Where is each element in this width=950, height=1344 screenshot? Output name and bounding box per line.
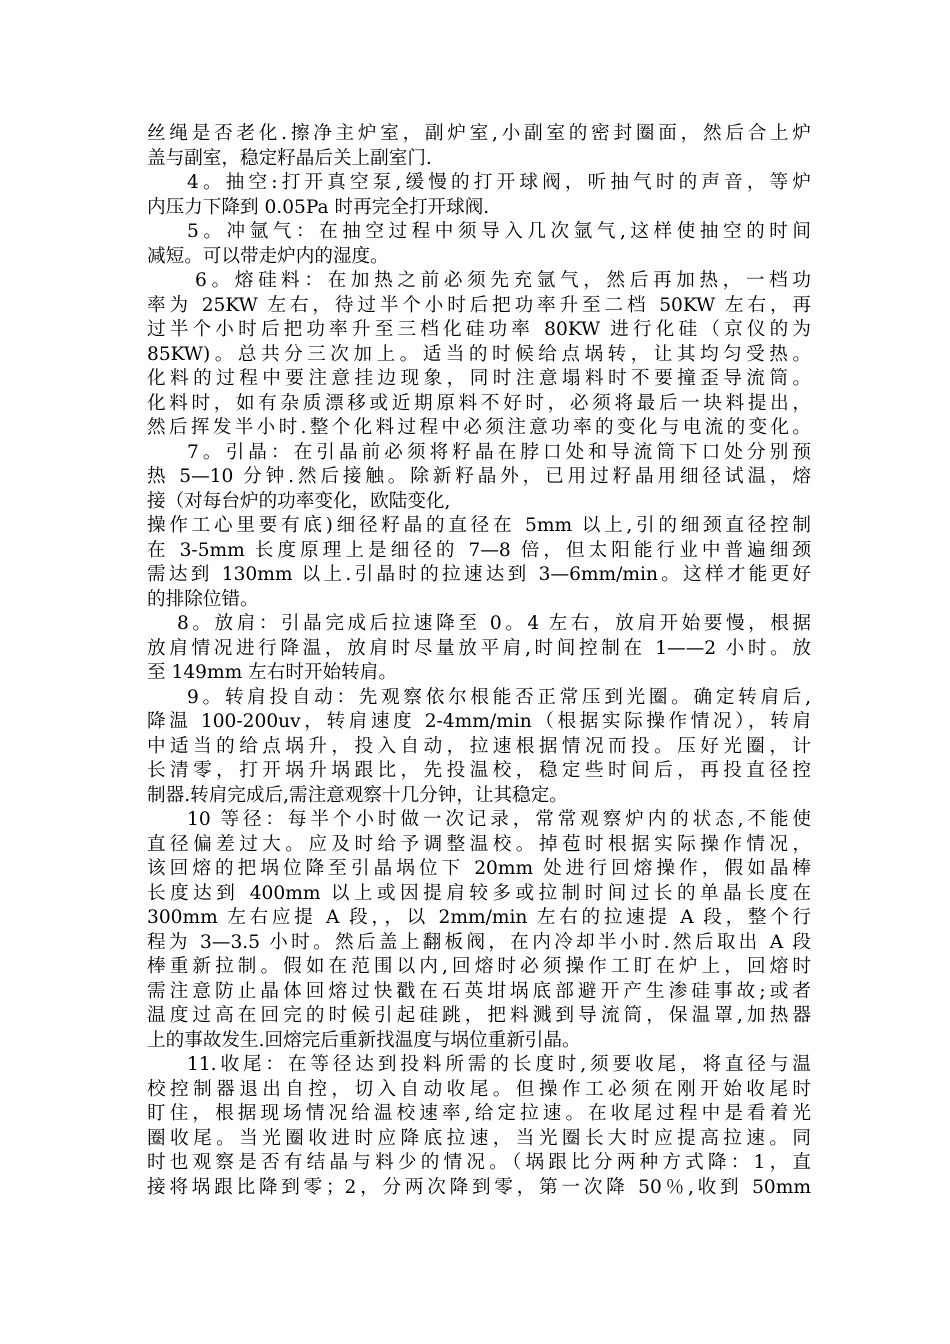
text-line: 接（对每台炉的功率变化，欧陆变化, [147, 490, 451, 512]
text-line: 该回熔的把埚位降至引晶埚位下 20mm 处进行回熔操作，假如晶棒 [147, 858, 811, 879]
text-line: 10 等径：每半个小时做一次记录，常常观察炉内的状态,不能使 [187, 809, 811, 830]
text-line: 直径偏差过大。应及时给予调整温校。掉苞时根据实际操作情况， [147, 833, 811, 855]
text-line: 需注意防止晶体回熔过快戳在石英坩埚底部避开产生渗硅事故;或者 [147, 980, 811, 1002]
text-line: 中适当的给点埚升，投入自动，拉速根据情况而投。压好光圈，计 [147, 735, 811, 757]
text-line: 然后挥发半小时.整个化料过程中必须注意功率的变化与电流的变化。 [147, 417, 811, 438]
text-line: 温度过高在回完的时候引起硅跳，把料溅到导流筒，保温罩,加热器 [147, 1005, 811, 1026]
text-line: 4。抽空:打开真空泵,缓慢的打开球阀，听抽气时的声音，等炉 [187, 172, 811, 193]
text-line: 丝绳是否老化.擦净主炉室，副炉室,小副室的密封圈面，然后合上炉 [147, 123, 811, 144]
text-line: 300mm 左右应提 A 段，，以 2mm/min 左右的拉速提 A 段，整个行 [147, 907, 811, 928]
text-line: 圈收尾。当光圈收进时应降底拉速，当光圈长大时应提高拉速。同 [147, 1127, 811, 1149]
text-line: 7。引晶：在引晶前必须将籽晶在脖口处和导流筒下口处分别预 [187, 441, 811, 463]
text-line: 8。放肩：引晶完成后拉速降至 0。4 左右，放肩开始要慢，根据 [177, 613, 811, 634]
text-line: 在 3-5mm 长度原理上是细径的 7—8 倍，但太阳能行业中普遍细颈 [147, 539, 811, 561]
text-line: 降温 100-200uv，转肩速度 2-4mm/min（根据实际操作情况），转肩 [147, 711, 811, 732]
text-line: 至 149mm 左右时开始转肩。 [147, 662, 397, 683]
text-line: 长清零，打开埚升埚跟比，先投温校，稳定些时间后，再投直径控 [147, 760, 811, 781]
text-line: 长度达到 400mm 以上或因提肩较多或拉制时间过长的单晶长度在 [147, 882, 811, 904]
text-line: 减短。可以带走炉内的湿度。 [147, 245, 389, 267]
text-line: 热 5—10 分钟.然后接触。除新籽晶外，已用过籽晶用细径试温，熔 [147, 466, 811, 487]
text-line: 放肩情况进行降温，放肩时尽量放平肩,时间控制在 1——2 小时。放 [147, 637, 811, 659]
text-line: 操作工心里要有底)细径籽晶的直径在 5mm 以上,引的细颈直径控制 [147, 515, 811, 536]
text-line: 校控制器退出自控，切入自动收尾。但操作工必须在刚开始收尾时 [147, 1078, 811, 1100]
text-line: 化料的过程中要注意挂边现象，同时注意塌料时不要撞歪导流筒。 [147, 368, 811, 389]
text-line: 率为 25KW 左右，待过半个小时后把功率升至二档 50KW 左右，再 [147, 294, 811, 316]
text-line: 6。熔硅料：在加热之前必须先充氩气，然后再加热，一档功 [195, 270, 811, 291]
text-line: 时也观察是否有结晶与料少的情况。（埚跟比分两种方式降：1，直 [147, 1152, 811, 1173]
text-line: 制器.转肩完成后,需注意观察十几分钟，让其稳定。 [147, 784, 568, 806]
text-line: 5。冲氩气：在抽空过程中须导入几次氩气,这样使抽空的时间 [187, 221, 811, 242]
document-body [147, 122, 811, 1200]
text-line: 需达到 130mm 以上.引晶时的拉速达到 3—6mm/min。这样才能更好 [147, 564, 811, 585]
text-line: 85KW)。总共分三次加上。适当的时候给点埚转，让其均匀受热。 [147, 343, 811, 365]
text-line: 9。转肩投自动：先观察依尔根能否正常压到光圈。确定转肩后, [187, 686, 811, 708]
text-line: 盖与副室，稳定籽晶后关上副室门. [147, 147, 432, 169]
text-line: 11.收尾：在等径达到投料所需的长度时,须要收尾，将直径与温 [187, 1054, 811, 1075]
text-line: 棒重新拉制。假如在范围以内,回熔时必须操作工盯在炉上，回熔时 [147, 956, 811, 977]
text-line: 上的事故发生.回熔完后重新找温度与埚位重新引晶。 [147, 1029, 581, 1051]
text-line: 内压力下降到 0.05Pa 时再完全打开球阀. [147, 196, 490, 218]
text-line: 过半个小时后把功率升至三档化硅功率 80KW 进行化硅（京仪的为 [147, 319, 811, 340]
text-line: 的排除位错。 [147, 588, 259, 610]
text-line: 盯住，根据现场情况给温校速率,给定拉速。在收尾过程中是看着光 [147, 1103, 811, 1124]
text-line: 程为 3—3.5 小时。然后盖上翻板阀，在内冷却半小时.然后取出 A 段 [147, 931, 811, 953]
text-line: 接将埚跟比降到零；2，分两次降到零，第一次降 50％,收到 50mm [147, 1176, 811, 1198]
text-line: 化料时，如有杂质漂移或近期原料不好时，必须将最后一块料提出， [147, 392, 811, 414]
